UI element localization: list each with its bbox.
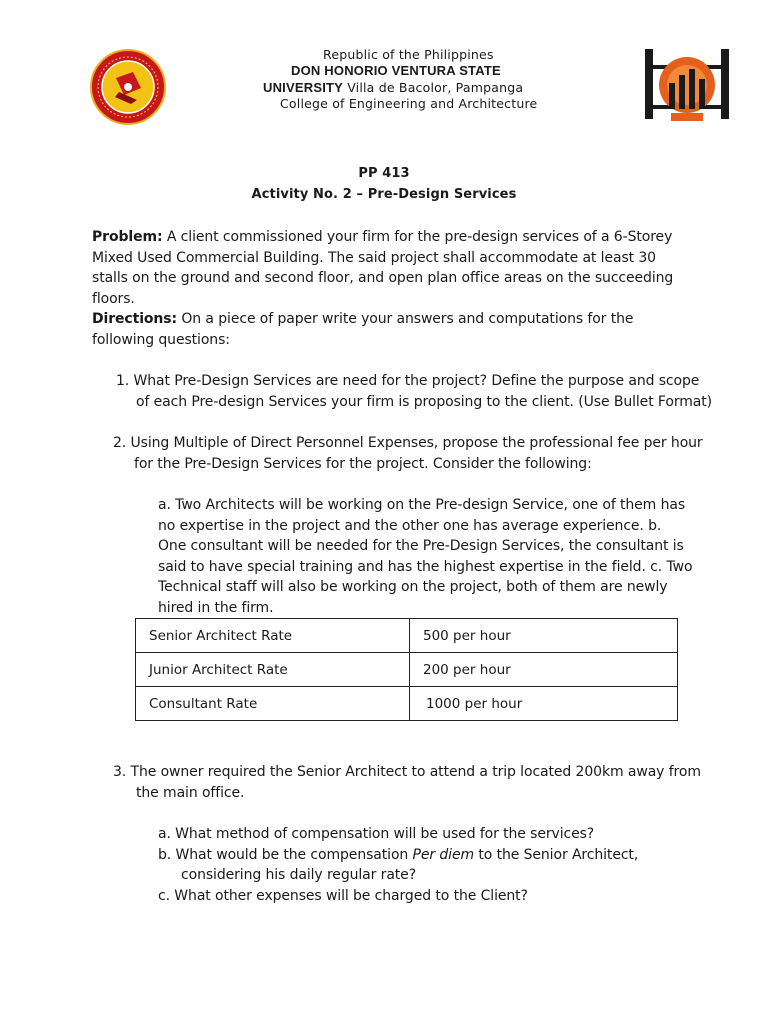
course-code: PP 413	[358, 166, 410, 181]
activity-title: Activity No. 2 – Pre-Design Services	[251, 187, 517, 202]
question-3b-per-diem: Per diem	[412, 847, 475, 863]
question-2-sub-line-5: Technical staff will also be working on the project, both of them are newly	[158, 579, 668, 595]
question-2-line-1: 2. Using Multiple of Direct Personnel Expenses, propose the professional fee per hour	[113, 435, 703, 451]
problem-paragraph	[92, 227, 688, 310]
header-republic: Republic of the Philippines	[323, 47, 494, 62]
header-university-address	[263, 80, 523, 96]
table-row	[136, 653, 678, 687]
problem-label: Problem:	[92, 229, 163, 245]
question-3b-line-2: considering his daily regular rate?	[181, 867, 417, 883]
question-2-sub-line-4: said to have special training and has the highest expertise in the field. c. Two	[158, 558, 693, 575]
question-2-sub-line-3: One consultant will be needed for the Pre-Design Services, the consultant is	[158, 538, 684, 554]
table-cell-rate: 500 per hour	[410, 619, 678, 653]
table-cell-rate: 1000 per hour	[410, 687, 678, 721]
question-3-line-1: 3. The owner required the Senior Architect to attend a trip located 200km away from	[113, 764, 701, 780]
header-university-name-text: DON HONORIO VENTURA STATE	[291, 63, 501, 78]
directions-label: Directions:	[92, 311, 178, 327]
question-2-line-2: for the Pre-Design Services for the project. Consider the following:	[134, 456, 592, 472]
college-logo	[641, 45, 733, 127]
question-3c: c. What other expenses will be charged to the Client?	[158, 888, 528, 904]
table-row	[136, 687, 678, 721]
table-cell-role: Consultant Rate	[136, 687, 410, 721]
table-row	[136, 619, 678, 653]
table-cell-role: Senior Architect Rate	[136, 619, 410, 653]
header-college: College of Engineering and Architecture	[280, 96, 538, 111]
problem-text: A client commissioned your firm for the pre-design services of a 6-Storey Mixed Used Commercial Building. The said project shall accommodate at least 30 stalls on the ground and second floor, and open plan office areas on the succeeding floors.	[92, 229, 674, 308]
header-address-text: Villa de Bacolor, Pampanga	[343, 80, 524, 95]
university-seal-logo	[89, 48, 167, 126]
header-university-word: UNIVERSITY	[263, 80, 344, 95]
question-3b	[158, 845, 638, 866]
question-3a: a. What method of compensation will be used for the services?	[158, 826, 595, 842]
header-university-name	[291, 63, 501, 79]
rates-table	[135, 618, 678, 721]
question-3b-text-start: b. What would be the compensation	[158, 847, 413, 863]
directions-text: On a piece of paper write your answers and computations for the following questions:	[92, 311, 634, 348]
question-2-sub-line-1: a. Two Architects will be working on the Pre-design Service, one of them has	[158, 497, 686, 513]
question-2-sub-line-2: no expertise in the project and the other one has average experience. b.	[158, 517, 662, 534]
question-3-line-2: the main office.	[136, 785, 245, 801]
directions-paragraph	[92, 309, 688, 350]
table-cell-rate: 200 per hour	[410, 653, 678, 687]
question-1-line-1: 1. What Pre-Design Services are need for the project? Define the purpose and scope	[116, 373, 700, 389]
question-2-sub-line-6: hired in the firm.	[158, 600, 274, 616]
table-cell-role: Junior Architect Rate	[136, 653, 410, 687]
question-1-line-2: of each Pre-design Services your firm is proposing to the client. (Use Bullet Format)	[136, 394, 713, 410]
question-3b-text-end: to the Senior Architect,	[474, 847, 639, 863]
